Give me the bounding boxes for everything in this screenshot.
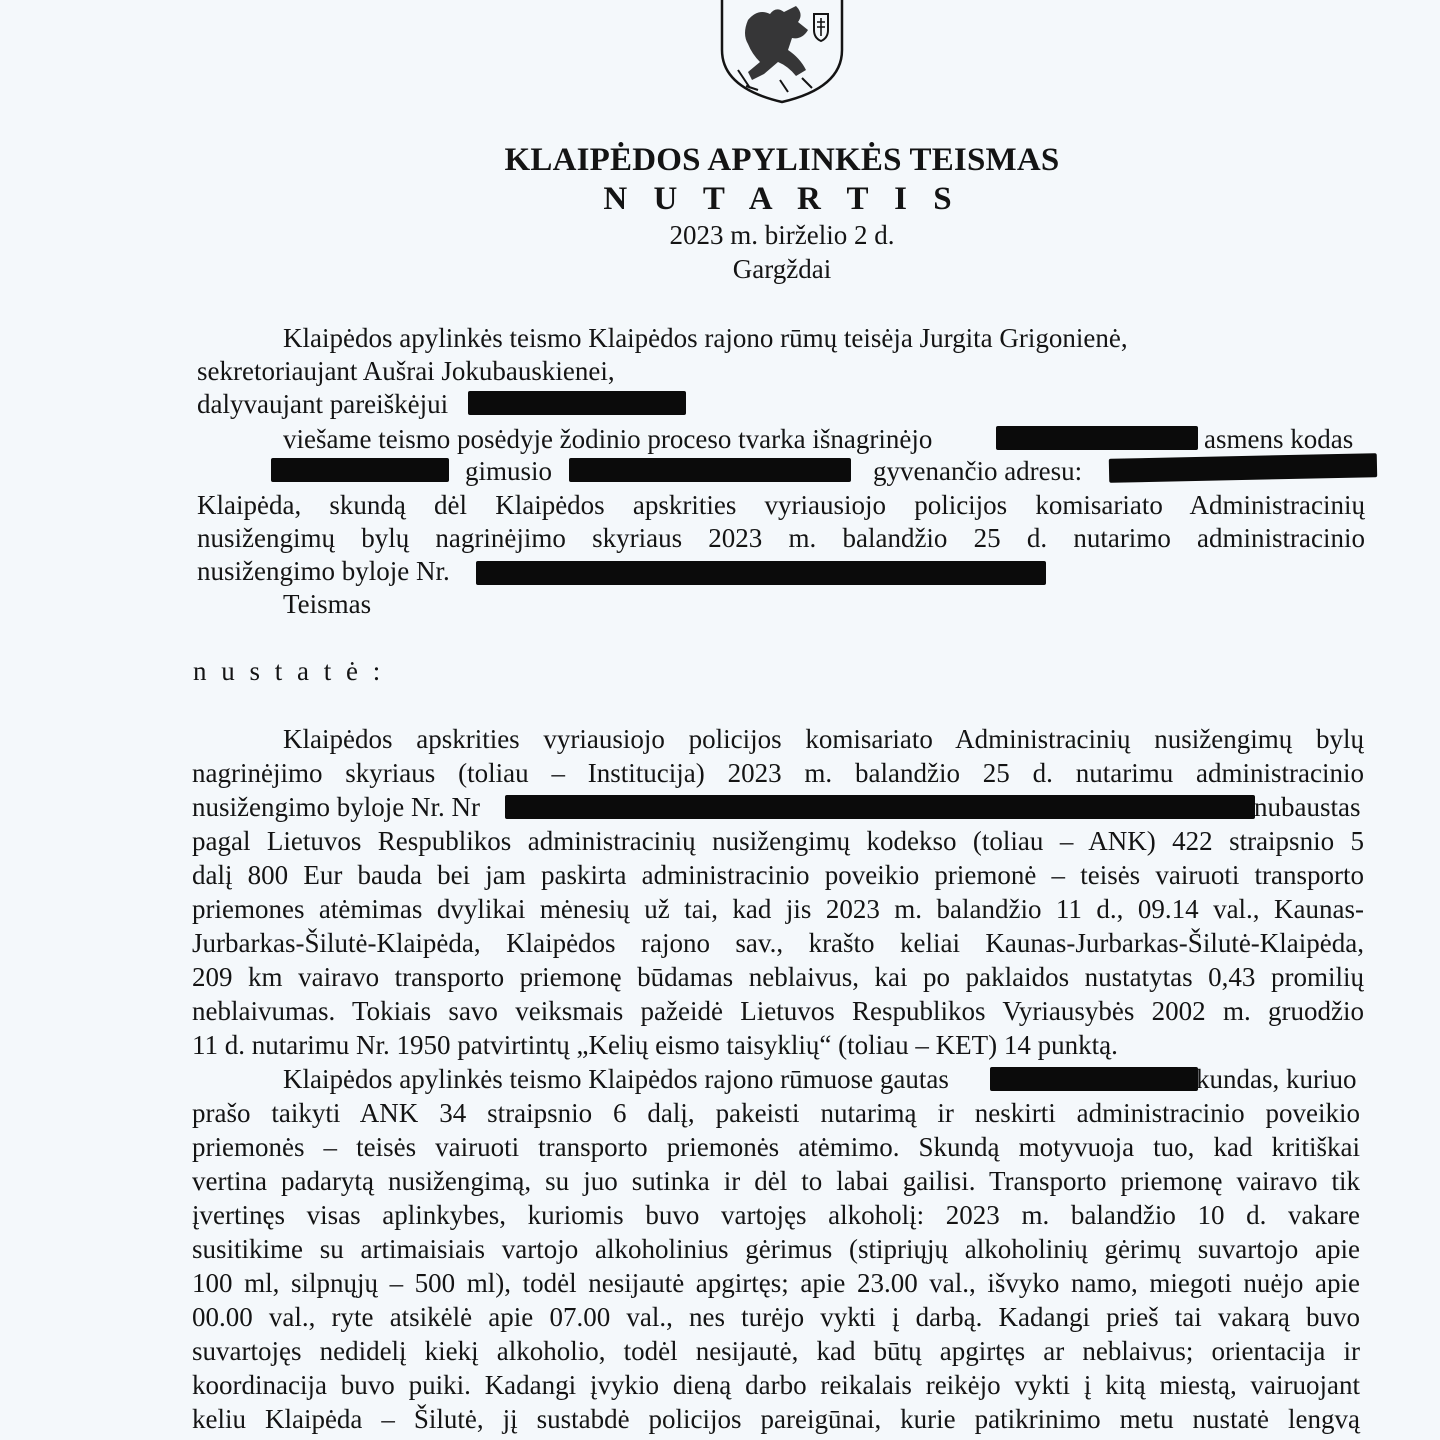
body-punished-word: nubaustas (1254, 792, 1361, 822)
coat-of-arms-icon (718, 0, 846, 104)
body-paragraph-line: 00.00 val., ryte atsikėlė apie 07.00 val., nes turėjo vykti į darbą. Kadangi prieš tai vakarą buvo (192, 1302, 1360, 1332)
body-paragraph-line: dalį 800 Eur bauda bei jam paskirta administracinio poveikio priemonė – teisės vairuoti transporto (192, 860, 1364, 890)
redaction-case-number (476, 561, 1046, 585)
body-case-number-label: nusižengimo byloje Nr. Nr (192, 792, 480, 822)
redaction-personal-code (271, 458, 449, 482)
body-paragraph-line: koordinacija buvo puiki. Kadangi įvykio dieną darbo reikalais reikėjo vykti į kitą miestą, vairuojant (192, 1370, 1360, 1400)
body-paragraph-line: susitikime su artimaisiais vartojo alkoholinius gėrimus (stipriųjų alkoholinių gėrimų suvartojo apie (192, 1234, 1360, 1264)
body-paragraph-line: vertina padarytą nusižengimą, su juo sutinka ir dėl to labai gailisi. Transporto priemonę vairavo tik (192, 1166, 1360, 1196)
body-paragraph-line: neblaivumas. Tokiais savo veiksmais pažeidė Lietuvos Respublikos Vyriausybės 2002 m. gruodžio (192, 996, 1364, 1026)
intro-hearing-line: viešame teismo posėdyje žodinio proceso tvarka išnagrinėjo (283, 424, 933, 454)
redaction-birth-date (569, 458, 851, 482)
body-paragraph-line: priemonės – teisės vairuoti transporto priemonės atėmimo. Skundą motyvuoja tuo, kad kritiškai (192, 1132, 1360, 1162)
court-name: KLAIPĖDOS APYLINKĖS TEISMAS (504, 142, 1060, 178)
intro-case-number-label: nusižengimo byloje Nr. (197, 556, 450, 586)
redaction-complainant-name (990, 1067, 1198, 1091)
body-paragraph-line: nagrinėjimo skyriaus (toliau – Institucija) 2023 m. balandžio 25 d. nutarimu administracinio (192, 758, 1364, 788)
document-date: 2023 m. birželio 2 d. (669, 220, 895, 250)
document-type: N U T A R T I S (603, 181, 961, 217)
body-paragraph-line: Jurbarkas-Šilutė-Klaipėda, Klaipėdos rajono sav., krašto keliai Kaunas-Jurbarkas-Šilutė-Klaipėda, (192, 928, 1364, 958)
section-heading-established: n u s t a t ė : (193, 656, 385, 686)
body-paragraph-line: keliu Klaipėda – Šilutė, jį sustabdė policijos pareigūnai, kurie patikrinimo metu nustatė lengvą (192, 1404, 1360, 1434)
body-paragraph-line: 11 d. nutarimu Nr. 1950 patvirtintų „Kelių eismo taisyklių“ (toliau – KET) 14 punktą. (192, 1030, 1118, 1060)
redaction-case-number-2 (505, 795, 1255, 819)
intro-applicant-line: dalyvaujant pareiškėjui (197, 389, 449, 419)
body-paragraph-line: priemones atėmimas dvylikai mėnesių už tai, kad jis 2023 m. balandžio 11 d., 09.14 val., Kaunas- (192, 894, 1364, 924)
redaction-person-name (996, 426, 1198, 450)
intro-complaint-line: nusižengimų bylų nagrinėjimo skyriaus 2023 m. balandžio 25 d. nutarimo administracinio (197, 523, 1365, 553)
body-paragraph-line: 209 km vairavo transporto priemonę būdamas neblaivus, kai po paklaidos nustatytas 0,43 promilių (192, 962, 1364, 992)
redaction-applicant-name (468, 391, 686, 415)
intro-court-label: Teismas (283, 589, 372, 619)
body-paragraph-line: prašo taikyti ANK 34 straipsnio 6 dalį, pakeisti nutarimą ir neskirti administracinio poveikio (192, 1098, 1360, 1128)
body-paragraph-line: pagal Lietuvos Respublikos administracinių nusižengimų kodekso (toliau – ANK) 422 straipsnio 5 (192, 826, 1364, 856)
intro-personal-code-label: asmens kodas (1204, 424, 1354, 454)
body-paragraph-line: suvartojęs nedidelį kiekį alkoholio, todėl nesijautė, kad būtų apgirtęs ar neblaivus; orientacija ir (192, 1336, 1360, 1366)
intro-complaint-line: Klaipėda, skundą dėl Klaipėdos apskrities vyriausiojo policijos komisariato Administracinių (197, 490, 1365, 520)
intro-judge-line: Klaipėdos apylinkės teismo Klaipėdos rajono rūmų teisėja Jurgita Grigonienė, (283, 323, 1128, 353)
intro-secretary-line: sekretoriaujant Aušrai Jokubauskienei, (197, 356, 615, 386)
document-place: Gargždai (732, 254, 832, 284)
intro-born-label: gimusio (465, 456, 553, 486)
redaction-address (1109, 453, 1377, 483)
body-received-line: Klaipėdos apylinkės teismo Klaipėdos rajono rūmuose gautas (283, 1064, 949, 1094)
body-paragraph-line: Klaipėdos apskrities vyriausiojo policijos komisariato Administracinių nusižengimų bylų (283, 724, 1364, 754)
intro-address-label: gyvenančio adresu: (873, 456, 1083, 486)
body-paragraph-line: įvertinęs visas aplinkybes, kuriomis buvo vartojęs alkoholį: 2023 m. balandžio 10 d. vakare (192, 1200, 1360, 1230)
body-paragraph-line: 100 ml, silpnųjų – 500 ml), todėl nesijautė apgirtęs; apie 23.00 val., išvyko namo, miegoti nuėjo apie (192, 1268, 1360, 1298)
body-complaint-word: kundas, kuriuo (1196, 1064, 1357, 1094)
